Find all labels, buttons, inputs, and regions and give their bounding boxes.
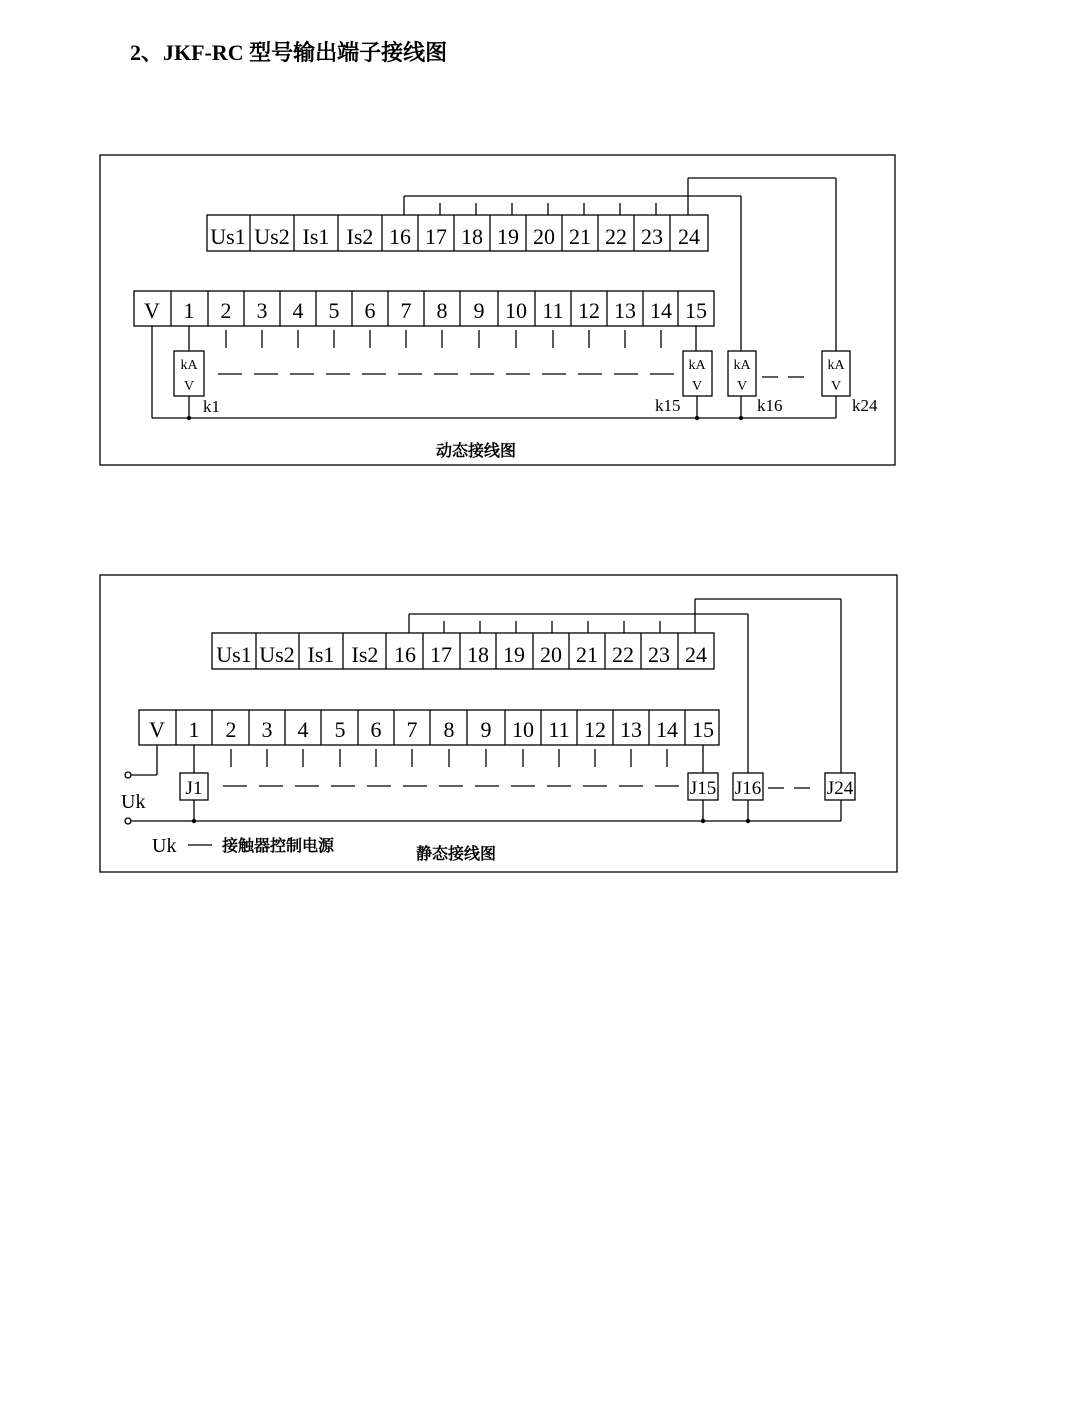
dyn-bottom-label: 1	[183, 298, 195, 323]
static-top-label: Us1	[216, 642, 252, 667]
static-diagram-frame	[100, 575, 897, 872]
dyn-top-label: 17	[425, 224, 447, 249]
dyn-bottom-label: 13	[614, 298, 636, 323]
static-bottom-label: 9	[480, 717, 492, 742]
dynamic-diagram-caption: 动态接线图	[436, 441, 517, 460]
relay-k1-top-label: kA	[180, 358, 198, 373]
dyn-bottom-label: 3	[256, 298, 268, 323]
dyn-bottom-label: 5	[328, 298, 340, 323]
static-top-label: 16	[394, 642, 416, 667]
dyn-top-label: 23	[641, 224, 663, 249]
static-top-label: Us2	[259, 642, 295, 667]
dyn-top-label: Is1	[302, 224, 330, 249]
relay-k1-bottom-label: V	[183, 379, 195, 394]
static-top-label: 18	[467, 642, 489, 667]
static-top-label: Is2	[351, 642, 379, 667]
dyn-top-label: Us2	[254, 224, 290, 249]
relay-k16-top-label: kA	[733, 358, 751, 373]
uk-legend-text: 接触器控制电源	[222, 836, 335, 855]
static-bottom-label: 10	[512, 717, 534, 742]
dyn-bottom-label: V	[144, 298, 160, 323]
dyn-top-label: 24	[678, 224, 700, 249]
static-bottom-label: 4	[297, 717, 309, 742]
static-bottom-label: V	[149, 717, 165, 742]
static-top-label: 23	[648, 642, 670, 667]
static-bottom-label: 8	[443, 717, 455, 742]
static-bottom-label: 11	[548, 717, 570, 742]
static-top-label: 17	[430, 642, 452, 667]
static-bottom-label: 15	[692, 717, 714, 742]
static-top-label: 24	[685, 642, 707, 667]
dyn-bottom-label: 8	[436, 298, 448, 323]
label-k16: k16	[757, 396, 783, 415]
label-j24: J24	[826, 778, 854, 799]
dyn-bottom-label: 11	[542, 298, 564, 323]
dyn-bottom-label: 10	[505, 298, 527, 323]
static-bottom-label: 2	[225, 717, 237, 742]
dyn-top-label: 22	[605, 224, 627, 249]
static-top-label: 21	[576, 642, 598, 667]
relay-k24-bottom-label: V	[830, 379, 842, 394]
static-bottom-label: 7	[406, 717, 418, 742]
dyn-top-label: 16	[389, 224, 411, 249]
static-bottom-label: 1	[188, 717, 200, 742]
dyn-top-label: Is2	[346, 224, 374, 249]
page-title: 2、JKF-RC 型号输出端子接线图	[130, 40, 448, 65]
static-bottom-label: 5	[334, 717, 346, 742]
dyn-bottom-label: 6	[364, 298, 376, 323]
dyn-top-label: 20	[533, 224, 555, 249]
static-bottom-label: 12	[584, 717, 606, 742]
relay-k15-top-label: kA	[688, 358, 706, 373]
label-j1: J1	[185, 778, 203, 799]
label-k1: k1	[203, 397, 220, 416]
label-j16: J16	[734, 778, 762, 799]
relay-k15-bottom-label: V	[691, 379, 703, 394]
dyn-bottom-label: 14	[650, 298, 672, 323]
static-top-label: Is1	[307, 642, 335, 667]
static-top-label: 19	[503, 642, 525, 667]
dyn-top-label: Us1	[210, 224, 246, 249]
static-bottom-label: 3	[261, 717, 273, 742]
dyn-top-label: 18	[461, 224, 483, 249]
label-k24: k24	[852, 396, 878, 415]
relay-k24-top-label: kA	[827, 358, 845, 373]
label-uk: Uk	[121, 791, 146, 813]
dyn-bottom-label: 12	[578, 298, 600, 323]
label-j15: J15	[689, 778, 717, 799]
static-diagram-caption: 静态接线图	[416, 844, 497, 863]
static-top-label: 22	[612, 642, 634, 667]
dyn-bottom-label: 15	[685, 298, 707, 323]
relay-k16-bottom-label: V	[736, 379, 748, 394]
dyn-bottom-label: 7	[400, 298, 412, 323]
dyn-top-label: 21	[569, 224, 591, 249]
dyn-top-label: 19	[497, 224, 519, 249]
dyn-bottom-label: 2	[220, 298, 232, 323]
static-bottom-label: 13	[620, 717, 642, 742]
dyn-bottom-label: 4	[292, 298, 304, 323]
static-bottom-label: 14	[656, 717, 678, 742]
static-bottom-label: 6	[370, 717, 382, 742]
dyn-bottom-label: 9	[473, 298, 485, 323]
static-top-label: 20	[540, 642, 562, 667]
label-k15: k15	[655, 396, 681, 415]
uk-legend-symbol: Uk	[152, 835, 177, 857]
